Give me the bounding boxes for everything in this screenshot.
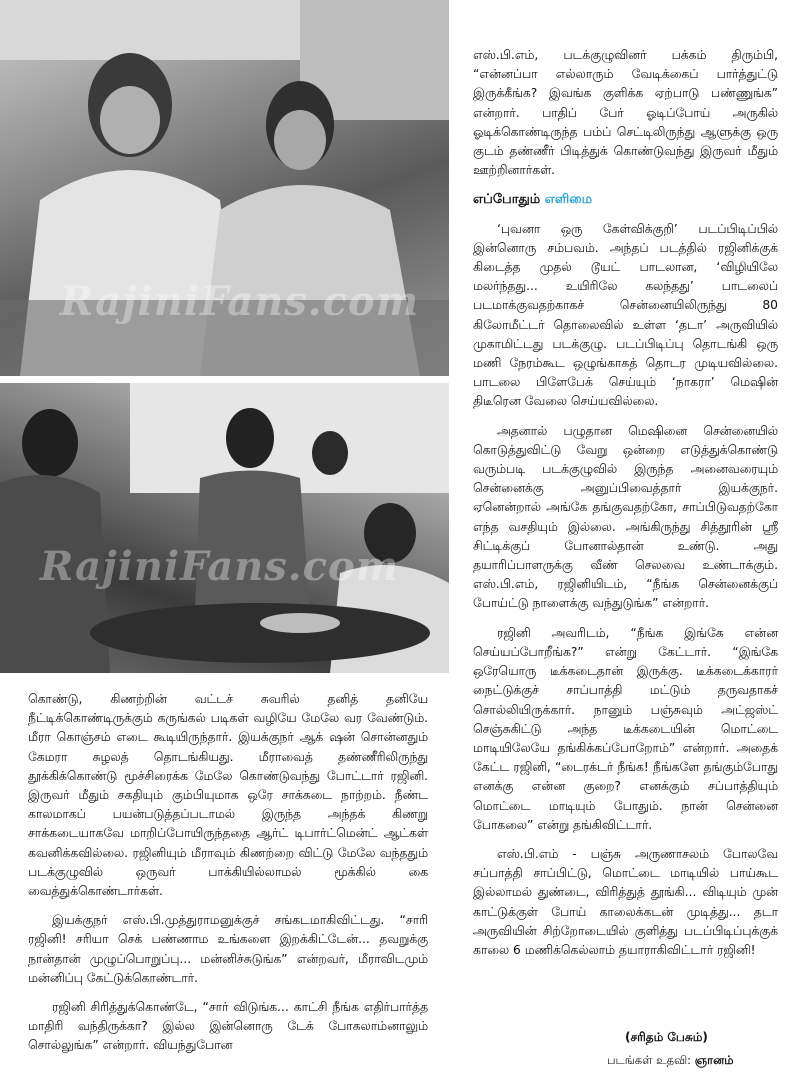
article-paragraph: ரஜினி சிரித்துக்கொண்டே, “சார் விடுங்க... காட்சி நீங்க எதிர்பார்த்த மாதிரி வந்திருக்கா? இல்ல இன்னொரு டேக் போகலாம்னாலும் சொல்லுங்க” என்றார். வியந்துபோன xyxy=(28,1000,428,1053)
photo-top xyxy=(0,0,449,376)
photo-bottom xyxy=(0,383,449,673)
watermark-bottom: RajiniFans.com xyxy=(40,543,400,590)
article-paragraph: ரஜினி அவரிடம், “நீங்க இங்கே என்ன செய்யப்போறீங்க?” என்று கேட்டார். “இங்கே ஒரேயொரு டீக்கடைதான் இருக்கு. டீக்கடைக்காரர் நைட்டுக்குச் சாப்பாத்தி மட்டும் தருவதாகச் சொல்லியிருக்கார். நானும் பஞ்சுவும் அட்ஜஸ்ட் செஞ்சுகிட்டு அந்த டீக்கடையின் மொட்டை மாடியிலேயே தங்கிக்கப்போறோம்” என்றார். அதைக் கேட்ட ரஜினி, “டைரக்டர் நீங்க! நீங்களே தங்கும்போது எனக்கு என்ன குறை? எனக்கும் சப்பாத்தியும் மொட்டை மாடியும் போதும். நான் சென்னை போகலை” என்று தங்கிவிட்டார். xyxy=(473,625,778,832)
article-left-column xyxy=(28,690,428,1066)
article-paragraph: எஸ்.பி.எம் - பஞ்சு அருணாசலம் போலவே சப்பாத்தி சாப்பிட்டு, மொட்டை மாடியில் பாய்கூட இல்லாமல் துண்டை, விரித்துத் தூங்கி... விடியும் முன் காட்டுக்குள் போய் காலைக்கடன் முடித்து... தடா அருவியின் சிற்றோடையில் குளித்து படப்பிடிப்புக்குக் காலை 6 மணிக்கெல்லாம் தயாராகிவிட்டார் ரஜினி! xyxy=(473,846,778,957)
article-paragraph: அதனால் பழுதான மெஷினை சென்னையில் கொடுத்துவிட்டு வேறு ஒன்றை எடுத்துக்கொண்டு வரும்படி படக்குழுவில் இருந்த அனைவரையும் சென்னைக்கு அனுப்பிவைத்தார் இயக்குநர். ஏனென்றால் அங்கே தங்குவதற்கோ, சாப்பிடுவதற்கோ எந்த வசதியும் இல்லை. அங்கிருந்து சித்தூரின் ஸ்ரீ சிட்டிக்குப் போனால்தான் உண்டு. அது தயாரிப்பாளருக்கு வீண் செலவை உண்டாக்கும். எஸ்.பி.எம், ரஜினியிடம், “நீங்க சென்னைக்குப் போய்ட்டு நாளைக்கு வந்துடுங்க” என்றார். xyxy=(473,423,778,611)
article-paragraph: எஸ்.பி.எம், படக்குழுவினர் பக்கம் திரும்பி, “என்னப்பா எல்லாரும் வேடிக்கைப் பார்த்துட்டு இருக்கீங்க? இவங்க குளிக்க ஏற்பாடு பண்ணுங்க” என்றார். பாதிப் பேர் ஓடிப்போய் அருகில் ஓடிக்கொண்டிருந்த பம்ப் செட்டிலிருந்து ஆளுக்கு ஒரு குடம் தண்ணீர் பிடித்துக் கொண்டுவந்து இருவர் மீதும் ஊற்றினார்கள். xyxy=(473,48,778,178)
article-right-column xyxy=(473,46,778,970)
article-paragraph: இயக்குநர் எஸ்.பி.முத்துராமனுக்குச் சங்கடமாகிவிட்டது. “சாரி ரஜினி! சரியா செக் பண்ணாம உங்களை இறக்கிட்டேன்... தவறுக்கு நான்தான் முழுப்பொறுப்பு... மன்னிச்சுடுங்க” என்றவர், மீராவிடமும் மன்னிப்பு கேட்டுக்கொண்டார். xyxy=(28,913,428,985)
photo-credit-name: ஞானம் xyxy=(694,1053,734,1067)
series-continuation: (சரிதம் பேசும்) xyxy=(625,1030,708,1044)
watermark-top: RajiniFans.com xyxy=(60,278,420,325)
section-subheading xyxy=(473,190,778,209)
article-paragraph: கொண்டு, கிணற்றின் வட்டச் சுவரில் தனித் தனியே நீட்டிக்கொண்டிருக்கும் கருங்கல் படிகள் வழியே மேலே வர வேண்டும். மீரா கொஞ்சம் எடை கூடியிருந்தார். இயக்குநர் ஆக் ஷன் சொன்னதும் கேமரா சுழலத் தொடங்கியது. மீராவைத் தண்ணீரிலிருந்து தூக்கிக்கொண்டு மூச்சிரைக்க மேலே கொண்டுவந்து போட்டார் ரஜினி. இருவர் மீதும் சகதியும் கும்பியுமாக ஒரே சாக்கடை நாற்றம். நீண்ட காலமாகப் பயன்படுத்தப்படாமல் இருந்த அந்தக் கிணறு சாக்கடையாகவே மாறிப்போயிருந்ததை ஆர்ட் டிபார்ட்மென்ட் ஆட்கள் கவனிக்கவில்லை. ரஜினியும் மீராவும் கிணற்றை விட்டு மேலே வந்ததும் படக்குழுவில் ஒருவர் பாக்கியில்லாமல் மூக்கில் கை வைத்துக்கொண்டார்கள். xyxy=(28,692,428,899)
article-paragraph: ‘புவனா ஒரு கேள்விக்குறி’ படப்பிடிப்பில் இன்னொரு சம்பவம். அந்தப் படத்தில் ரஜினிக்குக் கிடைத்த முதல் டூயட் பாடலான, ‘விழியிலே மலர்ந்தது... உயிரிலே கலந்தது’ பாடலைப் படமாக்குவதற்காகச் சென்னையிலிருந்து 80 கிலோமீட்டர் தொலைவில் உள்ள ‘தடா’ அருவியில் முகாமிட்டது படக்குழு. படப்பிடிப்பு தொடங்கி ஒரு மணி நேரம்கூட ஒழுங்காகத் தொடர முடியவில்லை. பாடலை பிளேபேக் செய்யும் ‘நாகரா’ மெஷின் திடீரென வேலை செய்யவில்லை. xyxy=(473,221,778,409)
photo-bottom-figures xyxy=(0,383,449,673)
photo-credit xyxy=(607,1053,734,1069)
subheading-lead: எப்போதும் xyxy=(473,192,541,208)
subheading-accent: எளிமை xyxy=(544,192,593,208)
photo-credit-label: படங்கள் உதவி: xyxy=(607,1053,692,1067)
